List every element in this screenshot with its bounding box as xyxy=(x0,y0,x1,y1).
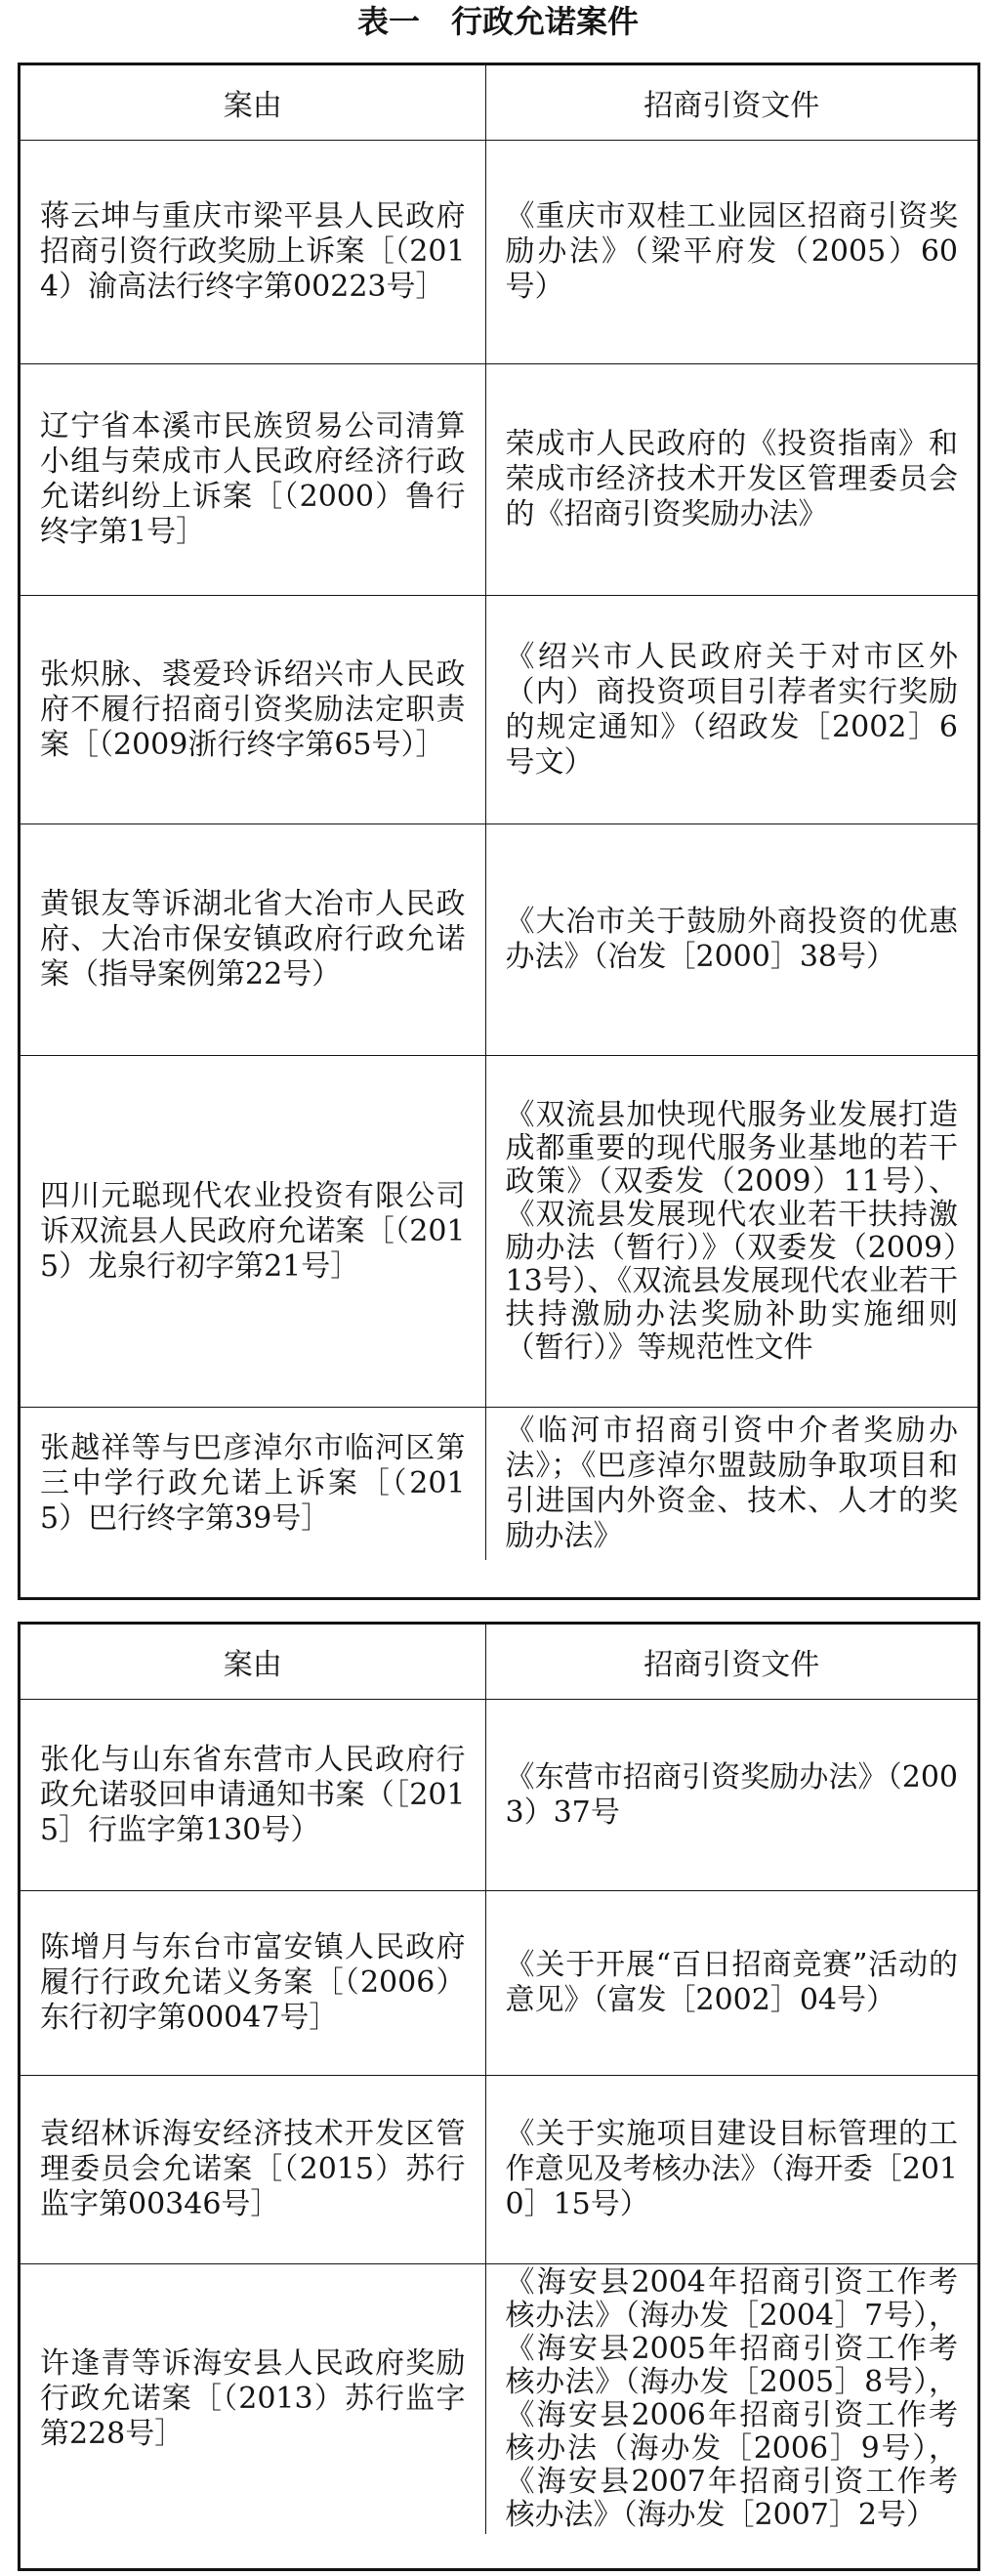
doc-cell: 《双流县加快现代服务业发展打造成都重要的现代服务业基地的若干政策》（双委发（2009）11号）、《双流县发展现代农业若干扶持激励办法（暂行）》（双委发（2009）13号）、《双流县发展现代农业若干扶持激励办法奖励补助实施细则（暂行）》等规范性文件 xyxy=(485,1056,977,1408)
doc-cell: 《大冶市关于鼓励外商投资的优惠办法》（冶发［2000］38号） xyxy=(485,824,977,1056)
case-cell: 蒋云坤与重庆市梁平县人民政府招商引资行政奖励上诉案［（2014）渝高法行终字第00223号］ xyxy=(21,141,485,364)
case-cell: 许逢青等诉海安县人民政府奖励行政允诺案［（2013）苏行监字第228号］ xyxy=(21,2264,485,2535)
table-row xyxy=(21,1408,977,1561)
table-row xyxy=(21,2264,977,2535)
table-row xyxy=(21,2076,977,2264)
doc-cell: 《关于开展“百日招商竞赛”活动的意见》（富发［2002］04号） xyxy=(485,1891,977,2076)
case-cell: 张化与山东省东营市人民政府行政允诺驳回申请通知书案（［2015］行监字第130号） xyxy=(21,1700,485,1891)
case-cell: 张炽脉、裘爱玲诉绍兴市人民政府不履行招商引资奖励法定职责案［（2009浙行终字第65号）］ xyxy=(21,596,485,824)
case-table-2 xyxy=(18,1622,980,2571)
header-row xyxy=(21,1625,977,1700)
header-doc: 招商引资文件 xyxy=(485,65,977,141)
header-row xyxy=(21,65,977,141)
case-cell: 黄银友等诉湖北省大冶市人民政府、大冶市保安镇政府行政允诺案（指导案例第22号） xyxy=(21,824,485,1056)
case-cell: 袁绍林诉海安经济技术开发区管理委员会允诺案［（2015）苏行监字第00346号］ xyxy=(21,2076,485,2264)
case-table xyxy=(21,1625,977,2534)
case-cell: 陈增月与东台市富安镇人民政府履行行政允诺义务案［（2006）东行初字第00047号］ xyxy=(21,1891,485,2076)
doc-cell: 《海安县2004年招商引资工作考核办法》（海办发［2004］7号），《海安县2005年招商引资工作考核办法》（海办发［2005］8号），《海安县2006年招商引资工作考核办法（海办发［2006］9号），《海安县2007年招商引资工作考核办法》（海办发［2007］2号） xyxy=(485,2264,977,2535)
header-case: 案由 xyxy=(21,65,485,141)
table-title: 表一 行政允诺案件 xyxy=(356,3,639,40)
table-row xyxy=(21,141,977,364)
table-row xyxy=(21,1700,977,1891)
doc-cell: 《临河市招商引资中介者奖励办法》；《巴彦淖尔盟鼓励争取项目和引进国内外资金、技术、人才的奖励办法》 xyxy=(485,1408,977,1561)
table-row xyxy=(21,364,977,596)
doc-cell: 《关于实施项目建设目标管理的工作意见及考核办法》（海开委［2010］15号） xyxy=(485,2076,977,2264)
table-row xyxy=(21,1891,977,2076)
case-cell: 张越祥等与巴彦淖尔市临河区第三中学行政允诺上诉案［（2015）巴行终字第39号］ xyxy=(21,1408,485,1561)
case-cell: 四川元聪现代农业投资有限公司诉双流县人民政府允诺案［（2015）龙泉行初字第21号］ xyxy=(21,1056,485,1408)
table-row xyxy=(21,1056,977,1408)
doc-cell: 《东营市招商引资奖励办法》（2003）37号 xyxy=(485,1700,977,1891)
header-case: 案由 xyxy=(21,1625,485,1700)
case-cell: 辽宁省本溪市民族贸易公司清算小组与荣成市人民政府经济行政允诺纠纷上诉案［（2000）鲁行终字第1号］ xyxy=(21,364,485,596)
doc-cell: 荣成市人民政府的《投资指南》和荣成市经济技术开发区管理委员会的《招商引资奖励办法》 xyxy=(485,364,977,596)
table-row xyxy=(21,824,977,1056)
header-doc: 招商引资文件 xyxy=(485,1625,977,1700)
doc-cell: 《绍兴市人民政府关于对市区外（内）商投资项目引荐者实行奖励的规定通知》（绍政发［2002］6号文） xyxy=(485,596,977,824)
table-row xyxy=(21,596,977,824)
doc-cell: 《重庆市双桂工业园区招商引资奖励办法》（梁平府发（2005）60号） xyxy=(485,141,977,364)
case-table xyxy=(21,65,977,1560)
case-table-1 xyxy=(18,63,980,1600)
